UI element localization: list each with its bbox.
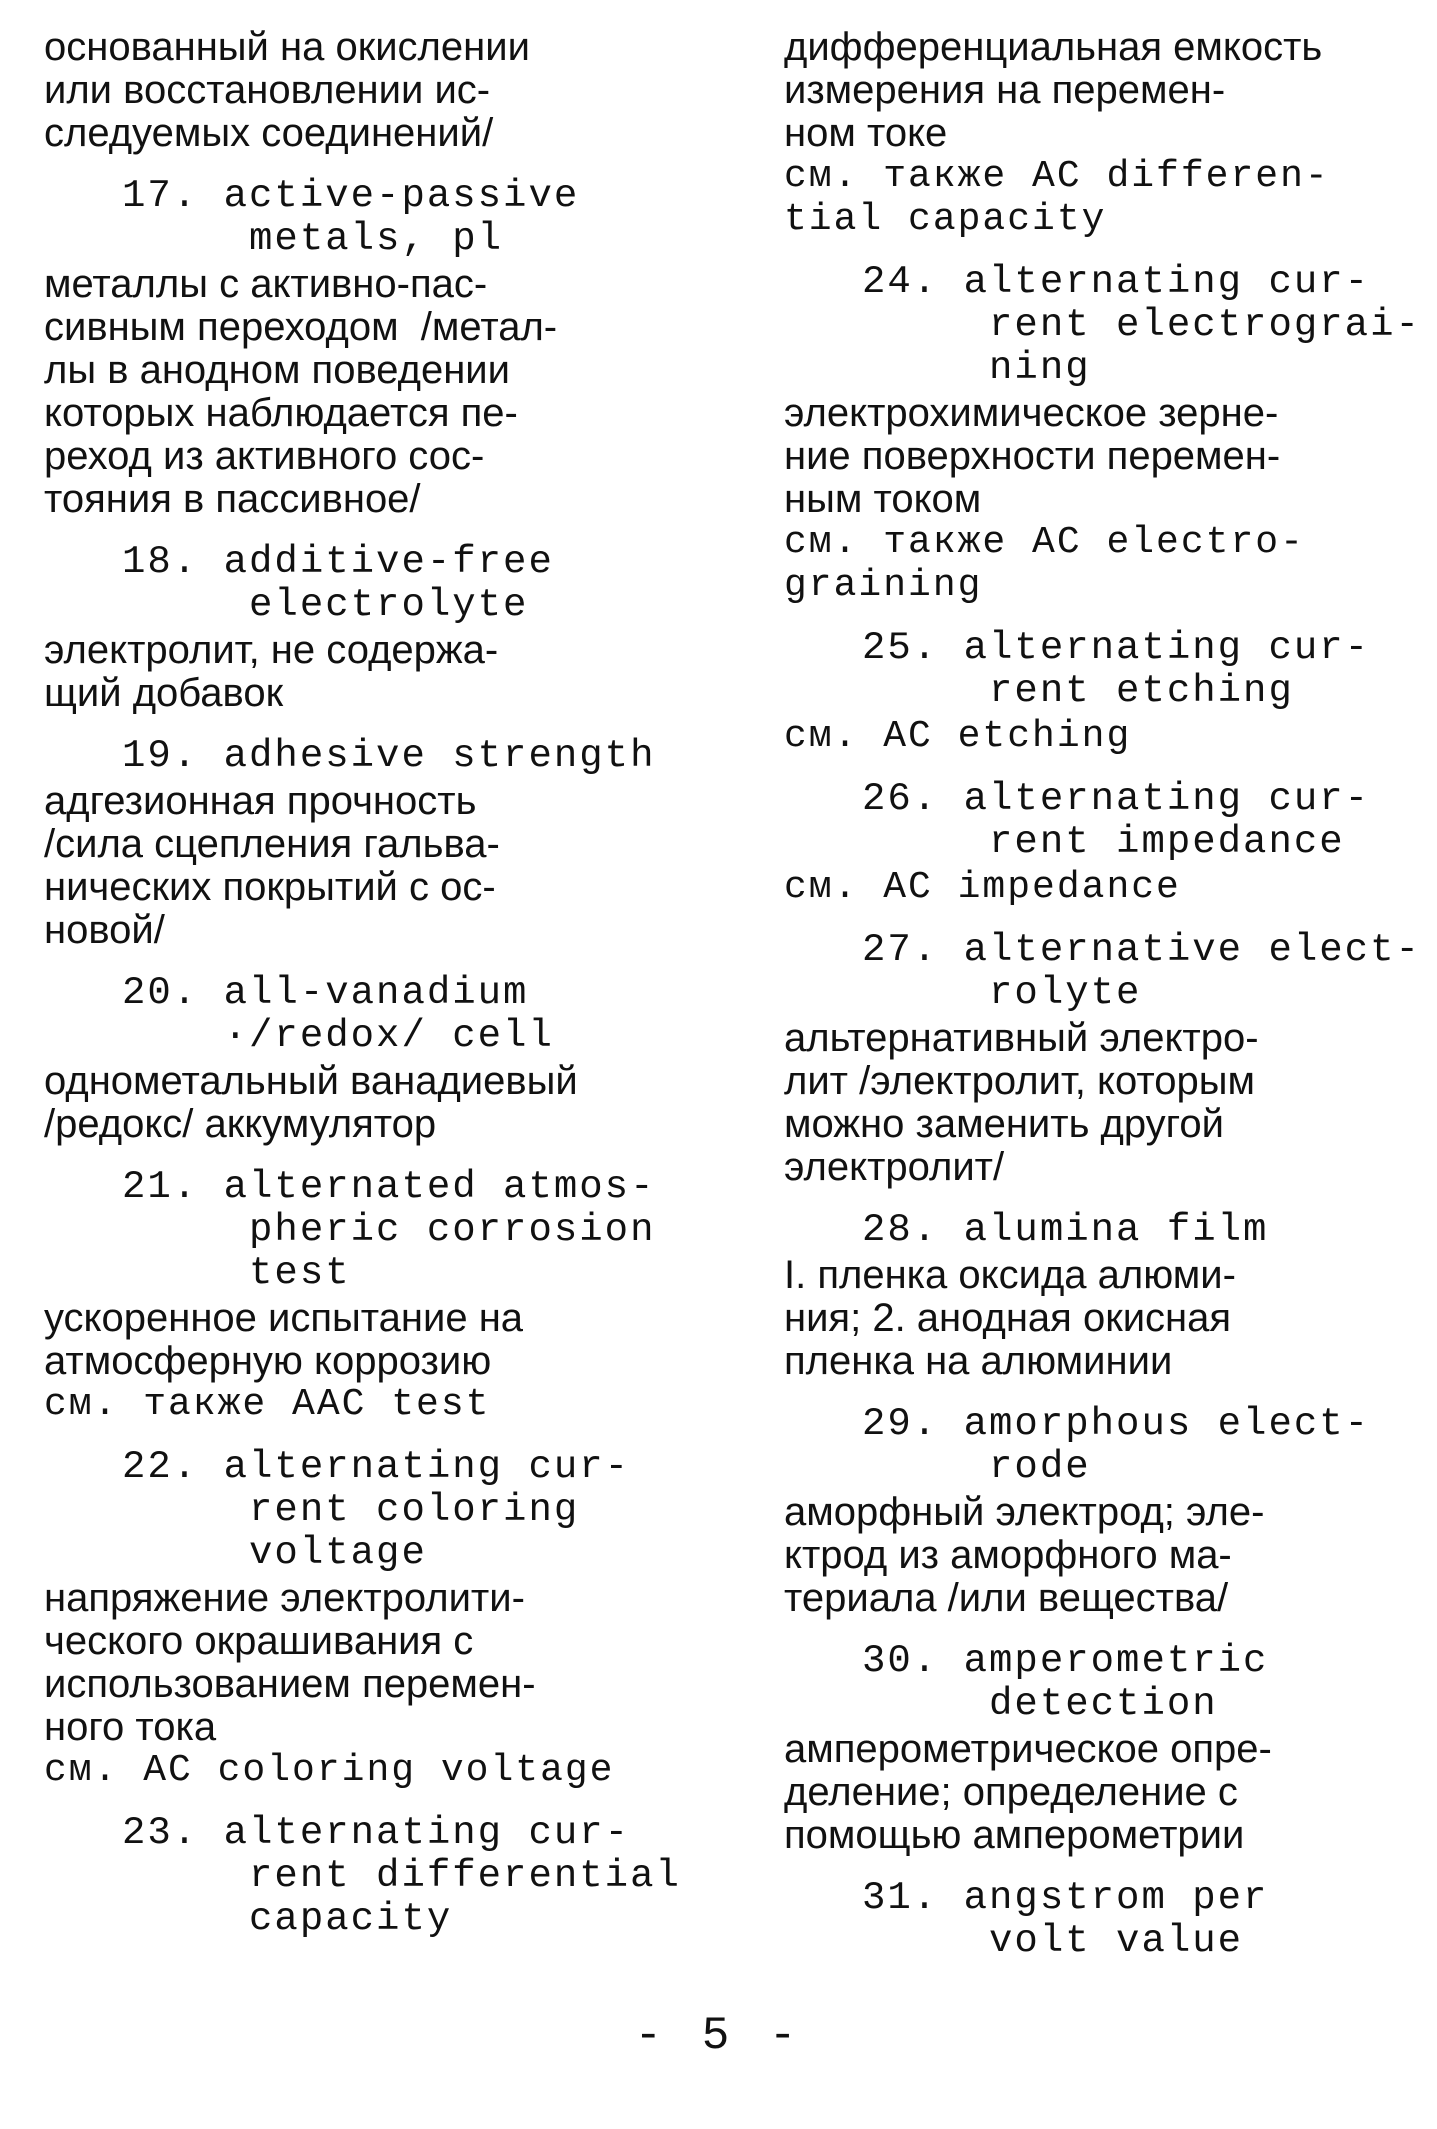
entry-see-also: см. AC coloring voltage	[44, 1749, 615, 1792]
entry-31	[784, 1877, 1424, 1963]
entry-translation: напряжение электролити- ческого окрашивания с использованием перемен- ного тока	[44, 1576, 536, 1749]
right-column	[784, 26, 1424, 1983]
entry-30	[784, 1640, 1424, 1857]
entry-term: 30. amperometric detection	[862, 1639, 1269, 1726]
entry-term: 18. additive-free electrolyte	[122, 540, 554, 627]
entry-20	[44, 972, 684, 1146]
entry-term: 19. adhesive strength	[122, 734, 656, 778]
page-number: - 5 -	[634, 2010, 803, 2062]
entry-translation: ускоренное испытание на атмосферную коррозию	[44, 1296, 524, 1383]
entry-term: 26. alternating cur- rent impedance	[862, 777, 1371, 864]
entry-see-also: см. AC etching	[784, 715, 1132, 758]
entry-18	[44, 541, 684, 715]
entry-27	[784, 929, 1424, 1189]
entry-28	[784, 1209, 1424, 1383]
entry-see-also: см. также AC differen- tial capacity	[784, 155, 1330, 241]
entry-see-also: см. также AAC test	[44, 1383, 491, 1426]
entry-translation: амперометрическое опре- деление; определение с помощью амперометрии	[784, 1727, 1272, 1857]
continuation-text: дифференциальная емкость измерения на перемен- ном токе	[784, 25, 1323, 155]
entry-term: 25. alternating cur- rent etching	[862, 626, 1371, 713]
entry-term: 20. all-vanadium ·/redox/ cell	[122, 971, 554, 1058]
entry-translation: электролит, не содержа- щий добавок	[44, 628, 499, 715]
entry-23	[44, 1812, 684, 1941]
entry-translation: адгезионная прочность /сила сцепления гальва- нических покрытий с ос- новой/	[44, 779, 500, 952]
entry-22	[44, 1446, 684, 1792]
entry-translation: однометальный ванадиевый /редокс/ аккумулятор	[44, 1059, 578, 1146]
entry-translation: I. пленка оксида алюми- ния; 2. анодная окисная пленка на алюминии	[784, 1253, 1236, 1383]
entry-term: 29. amorphous elect- rode	[862, 1402, 1371, 1489]
entry-25	[784, 627, 1424, 758]
continuation-text: основанный на окислении или восстановлении ис- следуемых соединений/	[44, 25, 530, 155]
entry-24	[784, 261, 1424, 607]
entry-term: 24. alternating cur- rent electrograi- ning	[862, 260, 1421, 390]
left-column	[44, 26, 684, 1961]
entry-17	[44, 175, 684, 521]
entry-translation: аморфный электрод; эле- ктрод из аморфного ма- териала /или вещества/	[784, 1490, 1265, 1620]
entry-19	[44, 735, 684, 952]
continuation-entry	[44, 26, 684, 155]
entry-see-also: см. AC impedance	[784, 866, 1181, 909]
entry-translation: металлы с активно-пас- сивным переходом /метал- лы в анодном поведении которых наблюдается пе- реход из активного сос- тояния в пассивное/	[44, 262, 558, 521]
entry-term: 31. angstrom per volt value	[862, 1876, 1269, 1963]
entry-term: 22. alternating cur- rent coloring voltage	[122, 1445, 631, 1575]
entry-term: 23. alternating cur- rent differential capacity	[122, 1811, 681, 1941]
entry-translation: альтернативный электро- лит /электролит, которым можно заменить другой электролит/	[784, 1016, 1259, 1189]
entry-26	[784, 778, 1424, 909]
entry-term: 21. alternated atmos- pheric corrosion test	[122, 1165, 656, 1295]
entry-term: 28. alumina film	[862, 1208, 1269, 1252]
entry-term: 17. active-passive metals, pl	[122, 174, 580, 261]
entry-term: 27. alternative elect- rolyte	[862, 928, 1421, 1015]
entry-21	[44, 1166, 684, 1426]
continuation-entry	[784, 26, 1424, 241]
entry-see-also: см. также AC electro- graining	[784, 521, 1305, 607]
entry-29	[784, 1403, 1424, 1620]
entry-translation: электрохимическое зерне- ние поверхности перемен- ным током	[784, 391, 1281, 521]
